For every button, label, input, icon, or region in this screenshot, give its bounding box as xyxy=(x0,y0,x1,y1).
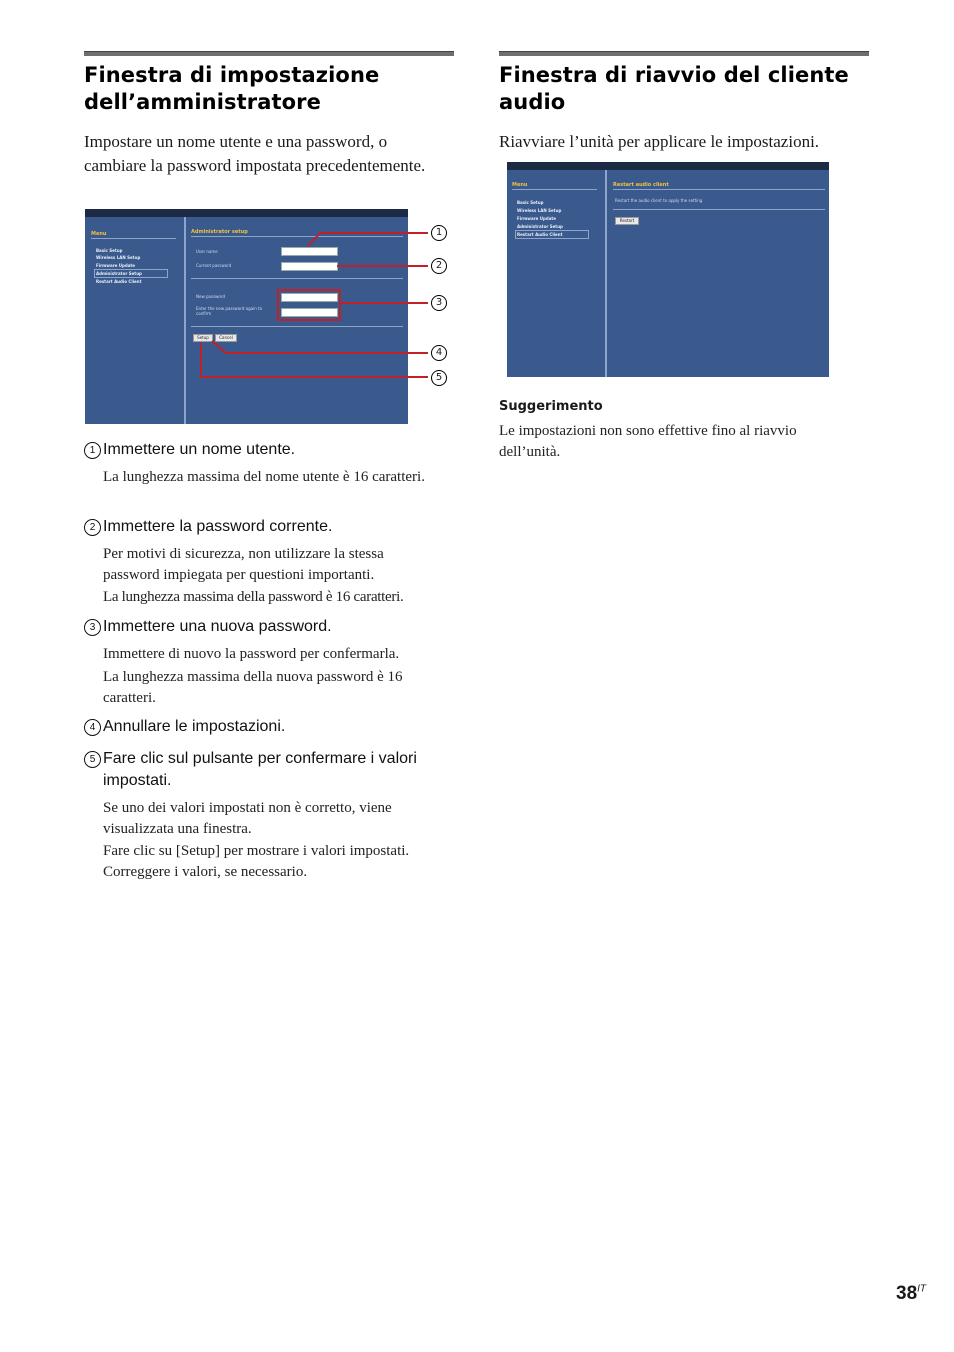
menu-item-restart[interactable]: Restart Audio Client xyxy=(517,232,563,237)
step-text: Annullare le impostazioni. xyxy=(103,718,286,735)
step-1-note: La lunghezza massima del nome utente è 16 caratteri. xyxy=(103,469,425,485)
step-1 xyxy=(84,439,454,461)
page-number: $38^{IT}$ xyxy=(896,1283,927,1304)
label-new-password: New password xyxy=(196,294,225,299)
menu-item-basic-setup[interactable]: Basic Setup xyxy=(517,200,544,205)
step-3 xyxy=(84,616,454,638)
step-3-note-2: La lunghezza massima della nuova password è 16 caratteri. xyxy=(103,669,403,706)
panel-title: Administrator setup xyxy=(191,229,248,235)
step-number: 3 xyxy=(84,619,101,636)
step-number: 4 xyxy=(84,719,101,736)
menu-item-wireless[interactable]: Wireless LAN Setup xyxy=(96,255,141,260)
setup-button[interactable]: Setup xyxy=(193,334,213,342)
tip-text: Le impostazioni non sono effettive fino al riavvio dell’unità. xyxy=(499,423,797,460)
step-4 xyxy=(84,716,454,738)
menu-item-wireless[interactable]: Wireless LAN Setup xyxy=(517,208,562,213)
restart-button[interactable]: Restart xyxy=(615,217,639,225)
tip-heading: Suggerimento xyxy=(499,399,603,414)
panel-title: Restart audio client xyxy=(613,182,669,188)
label-user-name: User name xyxy=(196,249,218,254)
menu-item-basic-setup[interactable]: Basic Setup xyxy=(96,248,123,253)
step-number: 1 xyxy=(84,442,101,459)
intro-admin: Impostare un nome utente e una password, o cambiare la password impostata precedentemente. xyxy=(84,132,426,175)
menu-item-firmware[interactable]: Firmware Update xyxy=(517,216,557,221)
label-current-password: Current password xyxy=(196,263,232,268)
callout-3: 3 xyxy=(431,295,447,311)
menu-item-admin[interactable]: Administrator Setup xyxy=(517,224,563,229)
callout-2: 2 xyxy=(431,258,447,274)
section-title-admin: Finestra di impostazione dell’amministratore xyxy=(84,63,380,114)
step-text: Fare clic sul pulsante per confermare i valori impostati. xyxy=(103,750,417,789)
step-2-note-1: Per motivi di sicurezza, non utilizzare la stessa password impiegata per questioni importanti. xyxy=(103,546,384,583)
intro-restart: Riavviare l’unità per applicare le impostazioni. xyxy=(499,132,820,151)
callout-4: 4 xyxy=(431,345,447,361)
section-title-restart: Finestra di riavvio del cliente audio xyxy=(499,63,849,114)
right-column xyxy=(499,51,869,154)
cancel-button[interactable]: Cancel xyxy=(215,334,237,342)
page-suffix: IT xyxy=(917,1283,927,1295)
menu-title: Menu xyxy=(512,182,528,188)
callout-5: 5 xyxy=(431,370,447,386)
step-3-note-1: Immettere di nuovo la password per confermarla. xyxy=(103,646,400,662)
callout-1: 1 xyxy=(431,225,447,241)
step-5-note-2: Fare clic su [Setup] per mostrare i valori impostati. Correggere i valori, se necessario. xyxy=(103,843,410,880)
step-2 xyxy=(84,516,454,538)
step-2-note-2: La lunghezza massima della password è 16 caratteri. xyxy=(103,589,404,605)
step-5 xyxy=(84,748,456,792)
menu-title: Menu xyxy=(91,231,107,237)
step-number: 2 xyxy=(84,519,101,536)
label-confirm-password: Enter the new password again to confirm xyxy=(196,306,263,316)
section-rule xyxy=(499,51,869,56)
step-text: Immettere la password corrente. xyxy=(103,518,333,535)
menu-item-firmware[interactable]: Firmware Update xyxy=(96,263,136,268)
menu-item-restart[interactable]: Restart Audio Client xyxy=(96,279,142,284)
step-text: Immettere un nome utente. xyxy=(103,441,296,458)
step-number: 5 xyxy=(84,751,101,768)
step-5-note-1: Se uno dei valori impostati non è corretto, viene visualizzata una finestra. xyxy=(103,800,392,837)
step-text: Immettere una nuova password. xyxy=(103,618,332,635)
restart-screenshot xyxy=(507,162,829,377)
menu-item-admin[interactable]: Administrator Setup xyxy=(96,271,142,276)
restart-text: Restart the audio client to apply the setting xyxy=(615,198,703,203)
